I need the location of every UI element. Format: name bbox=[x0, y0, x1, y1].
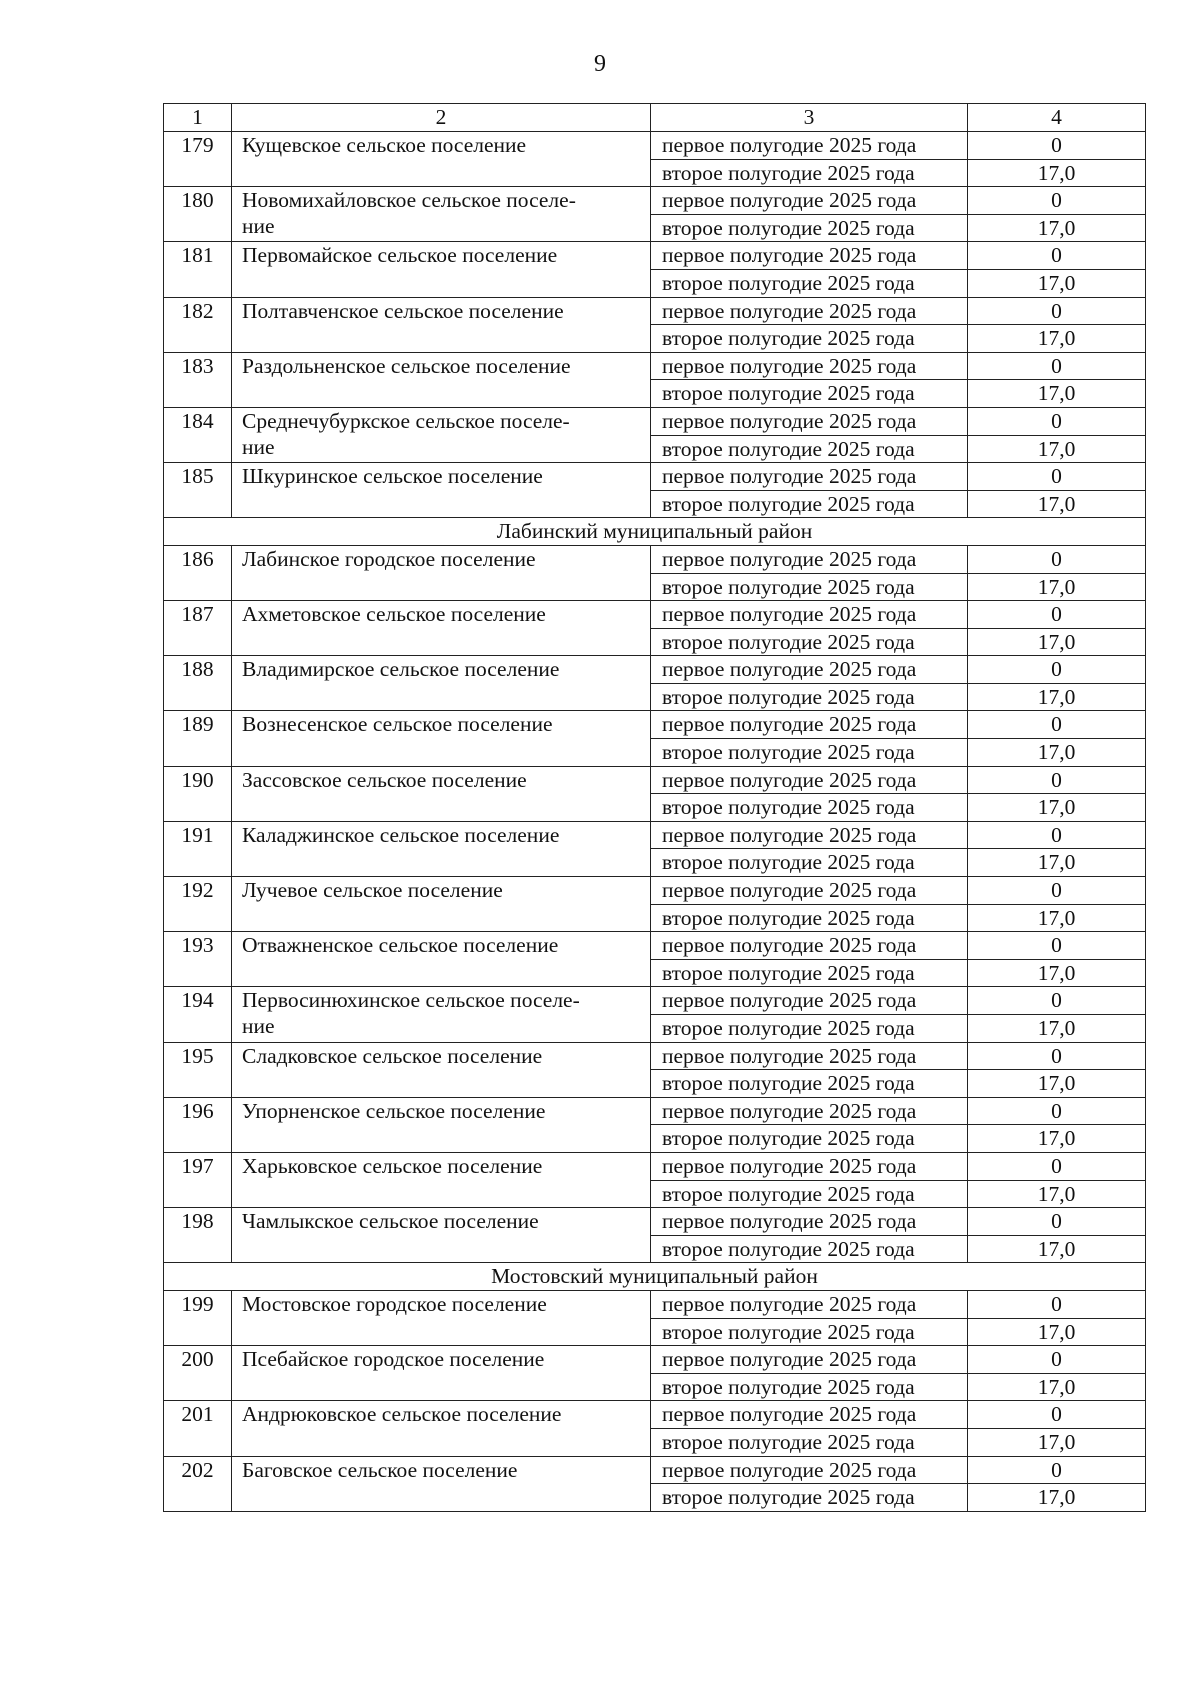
settlement-name: Среднечубуркское сельское поселе- ние bbox=[232, 407, 651, 462]
settlement-name: Лабинское городское поселение bbox=[232, 545, 651, 600]
period-first-half: первое полугодие 2025 года bbox=[651, 407, 968, 435]
value-first-half: 0 bbox=[968, 545, 1146, 573]
section-title: Мостовский муниципальный район bbox=[164, 1263, 1146, 1291]
value-second-half: 17,0 bbox=[968, 628, 1146, 656]
period-second-half: второе полугодие 2025 года bbox=[651, 739, 968, 767]
settlement-name: Упорненское сельское поселение bbox=[232, 1097, 651, 1152]
settlement-name: Новомихайловское сельское поселе- ние bbox=[232, 187, 651, 242]
period-first-half: первое полугодие 2025 года bbox=[651, 1152, 968, 1180]
row-number: 181 bbox=[164, 242, 232, 297]
value-first-half: 0 bbox=[968, 1097, 1146, 1125]
value-second-half: 17,0 bbox=[968, 904, 1146, 932]
row-number: 182 bbox=[164, 297, 232, 352]
period-first-half: первое полугодие 2025 года bbox=[651, 877, 968, 905]
period-first-half: первое полугодие 2025 года bbox=[651, 1346, 968, 1374]
period-second-half: второе полугодие 2025 года bbox=[651, 269, 968, 297]
period-first-half: первое полугодие 2025 года bbox=[651, 187, 968, 215]
period-first-half: первое полугодие 2025 года bbox=[651, 766, 968, 794]
column-header: 1 bbox=[164, 104, 232, 132]
settlement-name: Первомайское сельское поселение bbox=[232, 242, 651, 297]
table-row bbox=[164, 601, 1146, 629]
period-second-half: второе полугодие 2025 года bbox=[651, 573, 968, 601]
row-number: 188 bbox=[164, 656, 232, 711]
period-second-half: второе полугодие 2025 года bbox=[651, 959, 968, 987]
settlement-name: Каладжинское сельское поселение bbox=[232, 821, 651, 876]
period-second-half: второе полугодие 2025 года bbox=[651, 1373, 968, 1401]
table-row bbox=[164, 1208, 1146, 1236]
row-number: 179 bbox=[164, 132, 232, 187]
period-first-half: первое полугодие 2025 года bbox=[651, 242, 968, 270]
period-second-half: второе полугодие 2025 года bbox=[651, 380, 968, 408]
period-first-half: первое полугодие 2025 года bbox=[651, 656, 968, 684]
page-number: 9 bbox=[594, 51, 606, 77]
period-first-half: первое полугодие 2025 года bbox=[651, 1401, 968, 1429]
value-second-half: 17,0 bbox=[968, 1070, 1146, 1098]
tariff-table bbox=[163, 103, 1146, 1512]
settlement-name: Полтавченское сельское поселение bbox=[232, 297, 651, 352]
period-second-half: второе полугодие 2025 года bbox=[651, 1070, 968, 1098]
settlement-name: Мостовское городское поселение bbox=[232, 1290, 651, 1345]
value-first-half: 0 bbox=[968, 463, 1146, 491]
period-second-half: второе полугодие 2025 года bbox=[651, 325, 968, 353]
period-second-half: второе полугодие 2025 года bbox=[651, 794, 968, 822]
row-number: 194 bbox=[164, 987, 232, 1042]
value-second-half: 17,0 bbox=[968, 325, 1146, 353]
row-number: 186 bbox=[164, 545, 232, 600]
column-header: 2 bbox=[232, 104, 651, 132]
value-first-half: 0 bbox=[968, 601, 1146, 629]
value-second-half: 17,0 bbox=[968, 1125, 1146, 1153]
period-first-half: первое полугодие 2025 года bbox=[651, 932, 968, 960]
table-row bbox=[164, 877, 1146, 905]
table-row bbox=[164, 1042, 1146, 1070]
period-second-half: второе полугодие 2025 года bbox=[651, 1484, 968, 1512]
settlement-name: Первосинюхинское сельское поселе- ние bbox=[232, 987, 651, 1042]
settlement-name: Раздольненское сельское поселение bbox=[232, 352, 651, 407]
period-first-half: первое полугодие 2025 года bbox=[651, 352, 968, 380]
value-first-half: 0 bbox=[968, 1152, 1146, 1180]
settlement-name: Шкуринское сельское поселение bbox=[232, 463, 651, 518]
row-number: 200 bbox=[164, 1346, 232, 1401]
table-row bbox=[164, 463, 1146, 491]
value-second-half: 17,0 bbox=[968, 849, 1146, 877]
value-first-half: 0 bbox=[968, 987, 1146, 1015]
period-first-half: первое полугодие 2025 года bbox=[651, 987, 968, 1015]
settlement-name: Андрюковское сельское поселение bbox=[232, 1401, 651, 1456]
row-number: 195 bbox=[164, 1042, 232, 1097]
period-second-half: второе полугодие 2025 года bbox=[651, 435, 968, 463]
period-second-half: второе полугодие 2025 года bbox=[651, 1428, 968, 1456]
value-first-half: 0 bbox=[968, 656, 1146, 684]
table-row bbox=[164, 1401, 1146, 1429]
settlement-name: Лучевое сельское поселение bbox=[232, 877, 651, 932]
period-second-half: второе полугодие 2025 года bbox=[651, 1125, 968, 1153]
settlement-name: Вознесенское сельское поселение bbox=[232, 711, 651, 766]
settlement-name: Сладковское сельское поселение bbox=[232, 1042, 651, 1097]
period-first-half: первое полугодие 2025 года bbox=[651, 1097, 968, 1125]
settlement-name: Зассовское сельское поселение bbox=[232, 766, 651, 821]
row-number: 197 bbox=[164, 1152, 232, 1207]
value-first-half: 0 bbox=[968, 352, 1146, 380]
value-second-half: 17,0 bbox=[968, 794, 1146, 822]
row-number: 180 bbox=[164, 187, 232, 242]
table-row bbox=[164, 132, 1146, 160]
row-number: 185 bbox=[164, 463, 232, 518]
period-second-half: второе полугодие 2025 года bbox=[651, 683, 968, 711]
value-second-half: 17,0 bbox=[968, 1015, 1146, 1043]
value-second-half: 17,0 bbox=[968, 214, 1146, 242]
table-body bbox=[164, 104, 1146, 1512]
table-row bbox=[164, 711, 1146, 739]
value-second-half: 17,0 bbox=[968, 159, 1146, 187]
value-second-half: 17,0 bbox=[968, 1428, 1146, 1456]
table-row bbox=[164, 545, 1146, 573]
value-second-half: 17,0 bbox=[968, 380, 1146, 408]
row-number: 191 bbox=[164, 821, 232, 876]
value-first-half: 0 bbox=[968, 877, 1146, 905]
table-row bbox=[164, 407, 1146, 435]
period-second-half: второе полугодие 2025 года bbox=[651, 849, 968, 877]
period-second-half: второе полугодие 2025 года bbox=[651, 214, 968, 242]
value-first-half: 0 bbox=[968, 407, 1146, 435]
period-second-half: второе полугодие 2025 года bbox=[651, 159, 968, 187]
table-row bbox=[164, 1152, 1146, 1180]
settlement-name: Кущевское сельское поселение bbox=[232, 132, 651, 187]
table-row bbox=[164, 766, 1146, 794]
value-second-half: 17,0 bbox=[968, 1318, 1146, 1346]
value-second-half: 17,0 bbox=[968, 1484, 1146, 1512]
value-first-half: 0 bbox=[968, 1208, 1146, 1236]
period-first-half: первое полугодие 2025 года bbox=[651, 1042, 968, 1070]
row-number: 187 bbox=[164, 601, 232, 656]
settlement-name: Отважненское сельское поселение bbox=[232, 932, 651, 987]
period-first-half: первое полугодие 2025 года bbox=[651, 1456, 968, 1484]
table-row bbox=[164, 987, 1146, 1015]
section-title: Лабинский муниципальный район bbox=[164, 518, 1146, 546]
value-first-half: 0 bbox=[968, 1346, 1146, 1374]
value-second-half: 17,0 bbox=[968, 959, 1146, 987]
settlement-name: Чамлыкское сельское поселение bbox=[232, 1208, 651, 1263]
table-row bbox=[164, 1097, 1146, 1125]
row-number: 202 bbox=[164, 1456, 232, 1511]
value-second-half: 17,0 bbox=[968, 573, 1146, 601]
period-second-half: второе полугодие 2025 года bbox=[651, 628, 968, 656]
value-second-half: 17,0 bbox=[968, 739, 1146, 767]
table-row bbox=[164, 656, 1146, 684]
value-second-half: 17,0 bbox=[968, 490, 1146, 518]
value-second-half: 17,0 bbox=[968, 1180, 1146, 1208]
value-first-half: 0 bbox=[968, 1290, 1146, 1318]
value-first-half: 0 bbox=[968, 187, 1146, 215]
table-row bbox=[164, 352, 1146, 380]
value-first-half: 0 bbox=[968, 1042, 1146, 1070]
period-first-half: первое полугодие 2025 года bbox=[651, 545, 968, 573]
period-second-half: второе полугодие 2025 года bbox=[651, 1318, 968, 1346]
period-first-half: первое полугодие 2025 года bbox=[651, 1208, 968, 1236]
value-first-half: 0 bbox=[968, 766, 1146, 794]
table-row bbox=[164, 242, 1146, 270]
period-second-half: второе полугодие 2025 года bbox=[651, 490, 968, 518]
value-first-half: 0 bbox=[968, 1401, 1146, 1429]
column-number-row bbox=[164, 104, 1146, 132]
period-first-half: первое полугодие 2025 года bbox=[651, 1290, 968, 1318]
row-number: 193 bbox=[164, 932, 232, 987]
row-number: 199 bbox=[164, 1290, 232, 1345]
value-second-half: 17,0 bbox=[968, 1373, 1146, 1401]
period-first-half: первое полугодие 2025 года bbox=[651, 821, 968, 849]
value-second-half: 17,0 bbox=[968, 1235, 1146, 1263]
settlement-name: Псебайское городское поселение bbox=[232, 1346, 651, 1401]
settlement-name: Харьковское сельское поселение bbox=[232, 1152, 651, 1207]
period-second-half: второе полугодие 2025 года bbox=[651, 904, 968, 932]
row-number: 196 bbox=[164, 1097, 232, 1152]
row-number: 198 bbox=[164, 1208, 232, 1263]
row-number: 201 bbox=[164, 1401, 232, 1456]
value-second-half: 17,0 bbox=[968, 269, 1146, 297]
settlement-name: Владимирское сельское поселение bbox=[232, 656, 651, 711]
table-row bbox=[164, 297, 1146, 325]
value-first-half: 0 bbox=[968, 932, 1146, 960]
table-row bbox=[164, 821, 1146, 849]
value-first-half: 0 bbox=[968, 132, 1146, 160]
section-header-row bbox=[164, 1263, 1146, 1291]
period-first-half: первое полугодие 2025 года bbox=[651, 297, 968, 325]
section-header-row bbox=[164, 518, 1146, 546]
value-second-half: 17,0 bbox=[968, 683, 1146, 711]
table-row bbox=[164, 187, 1146, 215]
value-first-half: 0 bbox=[968, 297, 1146, 325]
table-row bbox=[164, 1456, 1146, 1484]
value-first-half: 0 bbox=[968, 821, 1146, 849]
period-first-half: первое полугодие 2025 года bbox=[651, 463, 968, 491]
value-first-half: 0 bbox=[968, 1456, 1146, 1484]
period-second-half: второе полугодие 2025 года bbox=[651, 1180, 968, 1208]
row-number: 189 bbox=[164, 711, 232, 766]
value-second-half: 17,0 bbox=[968, 435, 1146, 463]
period-first-half: первое полугодие 2025 года bbox=[651, 601, 968, 629]
settlement-name: Ахметовское сельское поселение bbox=[232, 601, 651, 656]
row-number: 192 bbox=[164, 877, 232, 932]
table-row bbox=[164, 1290, 1146, 1318]
row-number: 183 bbox=[164, 352, 232, 407]
column-header: 4 bbox=[968, 104, 1146, 132]
row-number: 190 bbox=[164, 766, 232, 821]
settlement-name: Баговское сельское поселение bbox=[232, 1456, 651, 1511]
table-row bbox=[164, 1346, 1146, 1374]
period-second-half: второе полугодие 2025 года bbox=[651, 1015, 968, 1043]
table-row bbox=[164, 932, 1146, 960]
value-first-half: 0 bbox=[968, 711, 1146, 739]
value-first-half: 0 bbox=[968, 242, 1146, 270]
row-number: 184 bbox=[164, 407, 232, 462]
period-first-half: первое полугодие 2025 года bbox=[651, 132, 968, 160]
period-first-half: первое полугодие 2025 года bbox=[651, 711, 968, 739]
period-second-half: второе полугодие 2025 года bbox=[651, 1235, 968, 1263]
column-header: 3 bbox=[651, 104, 968, 132]
